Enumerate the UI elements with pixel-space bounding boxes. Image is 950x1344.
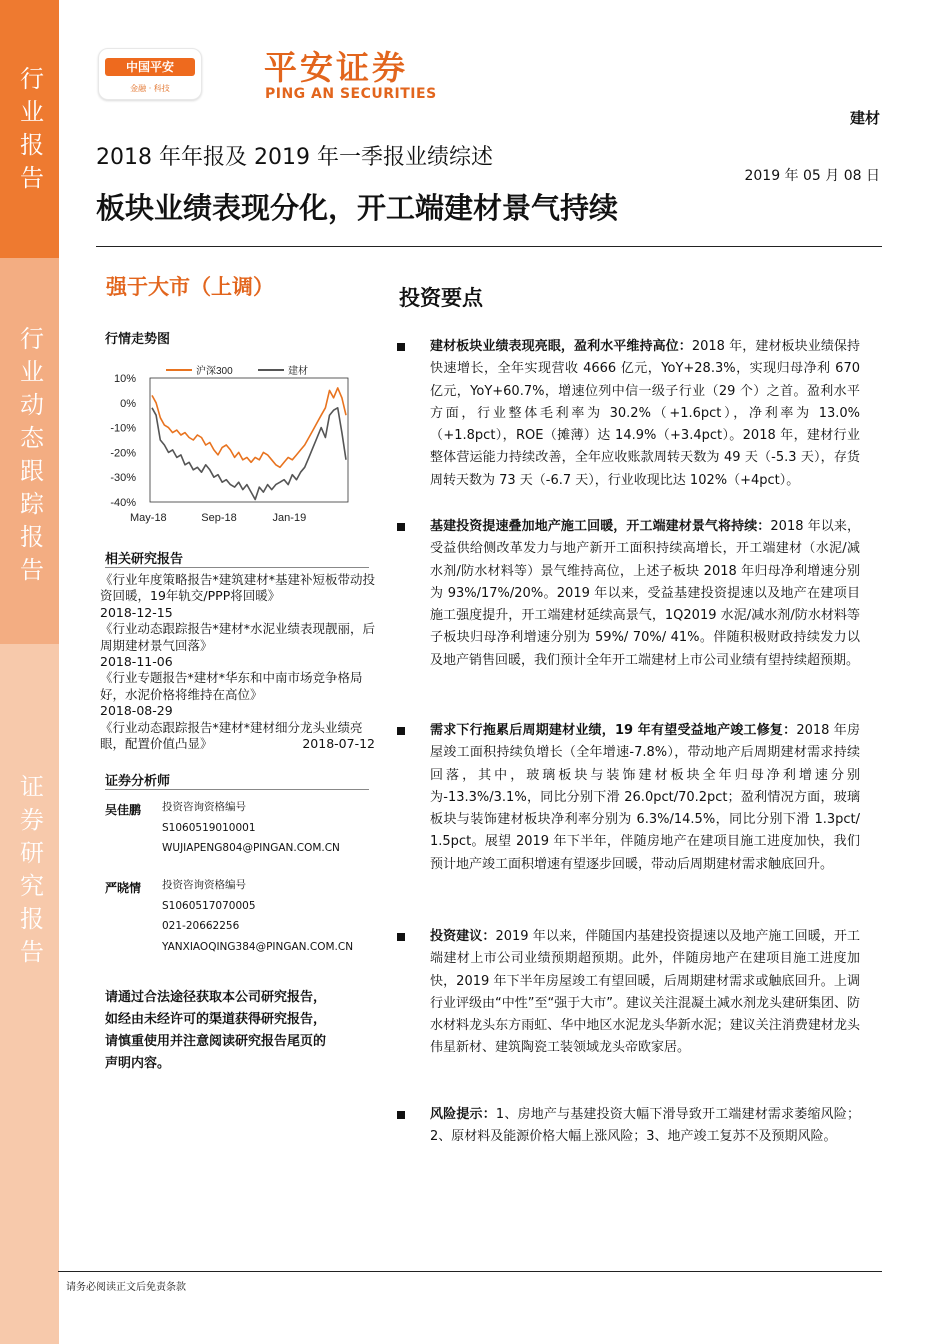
logo-tagline: 金融 · 科技	[130, 84, 170, 93]
sidebar-report-category: 行业动态跟踪报告	[0, 258, 59, 644]
legend-label: 沪深300	[196, 366, 233, 377]
related-report-2[interactable]: 《行业动态跟踪报告*建材*水泥业绩表现靓丽，后周期建材景气回落》 2018-11-06	[100, 621, 376, 670]
y-tick-label: -20%	[110, 447, 136, 460]
sidebar-report-type: 行业报告	[0, 0, 59, 258]
analyst-name: 严晓情	[105, 881, 142, 895]
footer-disclaimer[interactable]: 请务必阅读正文后免责条款	[66, 1282, 186, 1293]
bullet-square-icon	[397, 343, 405, 351]
highlight-bullet: 需求下行拖累后周期建材业绩，19 年有望受益地产竣工修复：2018 年房屋竣工面积持续负增长（全年增速-7.8%），带动地产后周期建材需求持续回落，其中，玻璃板块与装饰建材板块全年归母净利增速分别为-13.3%/3.1%，同比分别下滑 26.0pct/70.2pct；盈利情况方面，玻璃板块与装饰建材板块净利率分别为 6.3%/14.5%，同比分别下滑 1.3pct/ 1.5pct。展望 2019 年下半年，伴随房地产在建项目施工进度加快，我们预计地产竣工面积增速有望逐步回暖，带动后周期建材需求触底回升。	[430, 720, 860, 876]
analysts-divider	[105, 789, 369, 790]
analyst-email[interactable]: YANXIAOQING384@PINGAN.COM.CN	[162, 940, 354, 953]
legal-notice: 请通过合法途径获取本公司研究报告，如经由未经许可的渠道获得研究报告，请慎重使用并注意阅读研究报告尾页的声明内容。	[105, 990, 327, 1071]
related-report-4[interactable]: 《行业动态跟踪报告*建材*建材细分龙头业绩亮眼，配置价值凸显》 2018-07-12	[100, 719, 375, 752]
report-date: 2019 年 05 月 08 日	[744, 168, 880, 184]
y-tick-label: 10%	[113, 373, 136, 385]
market-trend-chart	[100, 358, 360, 528]
related-report-3[interactable]: 《行业专题报告*建材*华东和中南市场竞争格局好，水泥价格将维持在高位》 2018-08-29	[100, 670, 363, 719]
footer-divider	[58, 1271, 882, 1272]
chart-section-title: 行情走势图	[105, 332, 171, 347]
related-reports-list	[100, 572, 375, 752]
x-tick-label: May-18	[130, 512, 167, 524]
sector-label: 建材	[849, 109, 880, 127]
highlight-bullet: 建材板块业绩表现亮眼，盈利水平维持高位：2018 年，建材板块业绩保持快速增长，全年实现营收 4666 亿元，YoY+28.3%，实现归母净利 670 亿元，YoY+60.7%，增速位列中信一级子行业（29 个）之首。盈利水平方面，行业整体毛利率为 30.2%（+1.6pct），净利率为 13.0%（+1.8pct），ROE（摊薄）达 14.9%（+3.4pct）。2018 年，建材行业整体营运能力持续改善，全年应收账款周转天数为 49 天（-5.3 天），存货周转天数为 73 天（-6.7 天），行业收现比达 102%（+4pct）。	[430, 336, 860, 492]
related-divider	[105, 567, 369, 568]
y-tick-label: 0%	[120, 397, 136, 410]
y-tick-label: -10%	[110, 422, 136, 435]
analyst-info: 投资咨询资格编号 S1060517070005 021-20662256 YANXIAOQING384@PINGAN.COM.CN	[162, 875, 353, 957]
brand-name-cn: 平安证券	[264, 48, 408, 87]
header-divider	[96, 246, 882, 247]
ping-an-logo	[98, 48, 202, 100]
related-report-1[interactable]: 《行业年度策略报告*建筑建材*基建补短板带动投资回暖，19年轨交/PPP将回暖》 2018-12-15	[100, 572, 376, 620]
highlight-bullet: 投资建议：2019 年以来，伴随国内基建投资提速以及地产施工回暖，开工端建材上市公司业绩预期超预期。此外，伴随房地产在建项目施工进度加快，2019 年下半年房屋竣工有望回暖，后周期建材需求或触底回升。上调行业评级由“中性”至“强于大市”。建议关注混凝土减水剂龙头建研集团、防水材料龙头东方雨虹、华中地区水泥龙头华新水泥；建议关注消费建材龙头伟星新材、建筑陶瓷工装领域龙头帝欧家居。	[430, 926, 860, 1060]
analysts-heading: 证券分析师	[105, 774, 171, 789]
analyst-info: 投资咨询资格编号 S1060519010001 WUJIAPENG804@PINGAN.COM.CN	[162, 797, 340, 859]
highlight-bullet: 风险提示：1、房地产与基建投资大幅下滑导致开工端建材需求萎缩风险；2、原材料及能源价格大幅上涨风险；3、地产竣工复苏不及预期风险。	[430, 1104, 860, 1149]
bullet-square-icon	[397, 727, 405, 735]
highlight-bullet: 基建投资提速叠加地产施工回暖，开工端建材景气将持续：2018 年以来，受益供给侧改革发力与地产新开工面积持续高增长，开工端建材（水泥/减水剂/防水材料等）景气维持高位，上述子板块 2018 年归母净利增速分别为 93%/17%/20%。2019 年以来，受益基建投资提速以及地产在建项目施工强度提升，开工端建材延续高景气，1Q2019 水泥/减水剂/防水材料等子板块归母净利增速分别为 59%/ 70%/ 41%。伴随积极财政持续发力以及地产销售回暖，我们预计全年开工端建材上市公司业绩有望持续超预期。	[430, 516, 860, 672]
bullet-square-icon	[397, 523, 405, 531]
report-title: 板块业绩表现分化，开工端建材景气持续	[96, 191, 619, 225]
analyst-name: 吴佳鹏	[105, 803, 142, 817]
report-subtitle: 2018 年年报及 2019 年一季报业绩综述	[96, 145, 493, 170]
y-tick-label: -30%	[110, 472, 136, 485]
bullet-square-icon	[397, 1111, 405, 1119]
sidebar-research-label: 证券研究报告	[0, 644, 59, 1344]
x-tick-label: Jan-19	[272, 512, 307, 524]
bullet-square-icon	[397, 933, 405, 941]
legend-label: 建材	[288, 366, 308, 377]
analyst-email[interactable]: WUJIAPENG804@PINGAN.COM.CN	[162, 842, 340, 854]
x-tick-label: Sep-18	[201, 512, 237, 524]
rating: 强于大市（上调）	[106, 275, 274, 299]
logo-badge: 中国平安	[105, 58, 195, 76]
plot-frame	[150, 378, 348, 502]
related-reports-heading: 相关研究报告	[105, 552, 184, 567]
investment-highlights-heading: 投资要点	[399, 286, 483, 310]
y-tick-label: -40%	[110, 497, 136, 509]
brand-name-en: PING AN SECURITIES	[265, 86, 437, 102]
